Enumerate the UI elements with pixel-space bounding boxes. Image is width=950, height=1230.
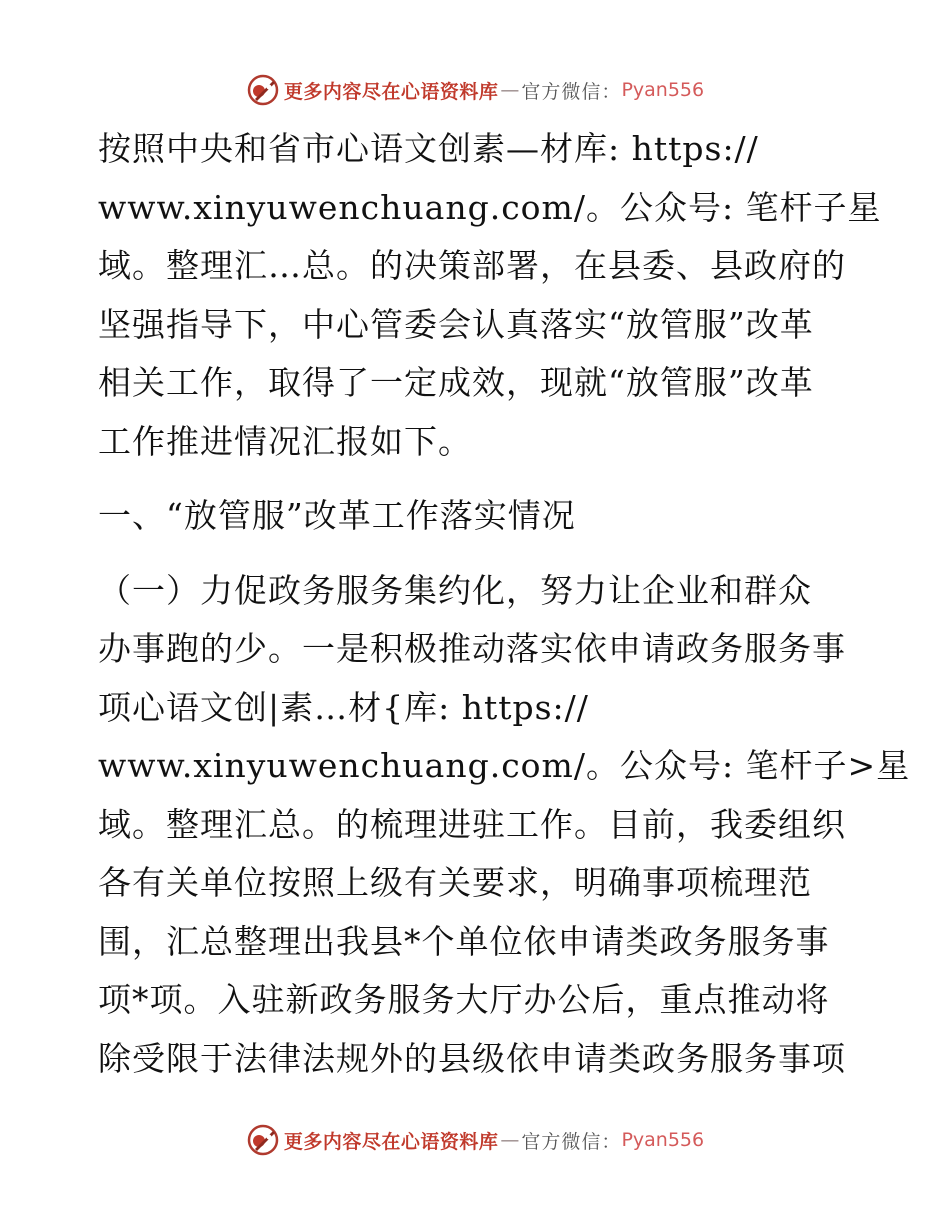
brand-logo-icon [246, 1123, 280, 1157]
watermark-account: Pyan556 [621, 79, 705, 101]
text-line: 项心语文创|素…材{库: https:// [98, 687, 589, 727]
watermark-header [0, 70, 950, 110]
watermark-account: Pyan556 [621, 1129, 705, 1151]
brand-logo-icon [246, 73, 280, 107]
text-line: 域。整理汇…总。的决策部署，在县委、县政府的 [98, 246, 846, 285]
watermark-footer [0, 1120, 950, 1160]
text-line: 坚强指导下，中心管委会认真落实“放管服”改革 [98, 304, 814, 344]
text-line: （一）力促政务服务集约化，努力让企业和群众 [98, 570, 812, 610]
watermark-official-label: 官方微信： [521, 1130, 622, 1153]
text-line: www.xinyuwenchuang.com/。公众号: 笔杆子>星 [98, 746, 911, 785]
text-line: 各有关单位按照上级有关要求，明确事项梳理范 [98, 863, 812, 902]
text-line: 除受限于法律法规外的县级依申请类政务服务事项 [98, 1038, 846, 1078]
text-line: 按照中央和省市心语文创素—材库: https:// [98, 129, 759, 168]
paragraph-intro [98, 120, 882, 471]
paragraph-subsection-one [98, 562, 911, 1089]
text-line: 相关工作，取得了一定成效，现就“放管服”改革 [98, 363, 814, 402]
section-heading [98, 487, 858, 546]
text-line: 一、“放管服”改革工作落实情况 [98, 496, 576, 535]
watermark-separator: — [500, 1129, 520, 1151]
text-line: 办事跑的少。一是积极推动落实依申请政务服务事 [98, 629, 846, 668]
document-body [98, 120, 911, 1088]
watermark-brand: 更多内容尽在心语资料库 [283, 1130, 499, 1153]
text-line: 围，汇总整理出我县*个单位依申请类政务服务事 [98, 921, 830, 961]
watermark-separator: — [500, 79, 520, 101]
text-line: 项*项。入驻新政务服务大厅办公后，重点推动将 [98, 980, 830, 1019]
watermark-official-label: 官方微信： [521, 80, 622, 103]
watermark-brand: 更多内容尽在心语资料库 [283, 80, 499, 103]
text-line: 工作推进情况汇报如下。 [98, 421, 472, 461]
text-line: www.xinyuwenchuang.com/。公众号: 笔杆子星 [98, 187, 882, 227]
text-line: 域。整理汇总。的梳理进驻工作。目前，我委组织 [98, 804, 846, 844]
